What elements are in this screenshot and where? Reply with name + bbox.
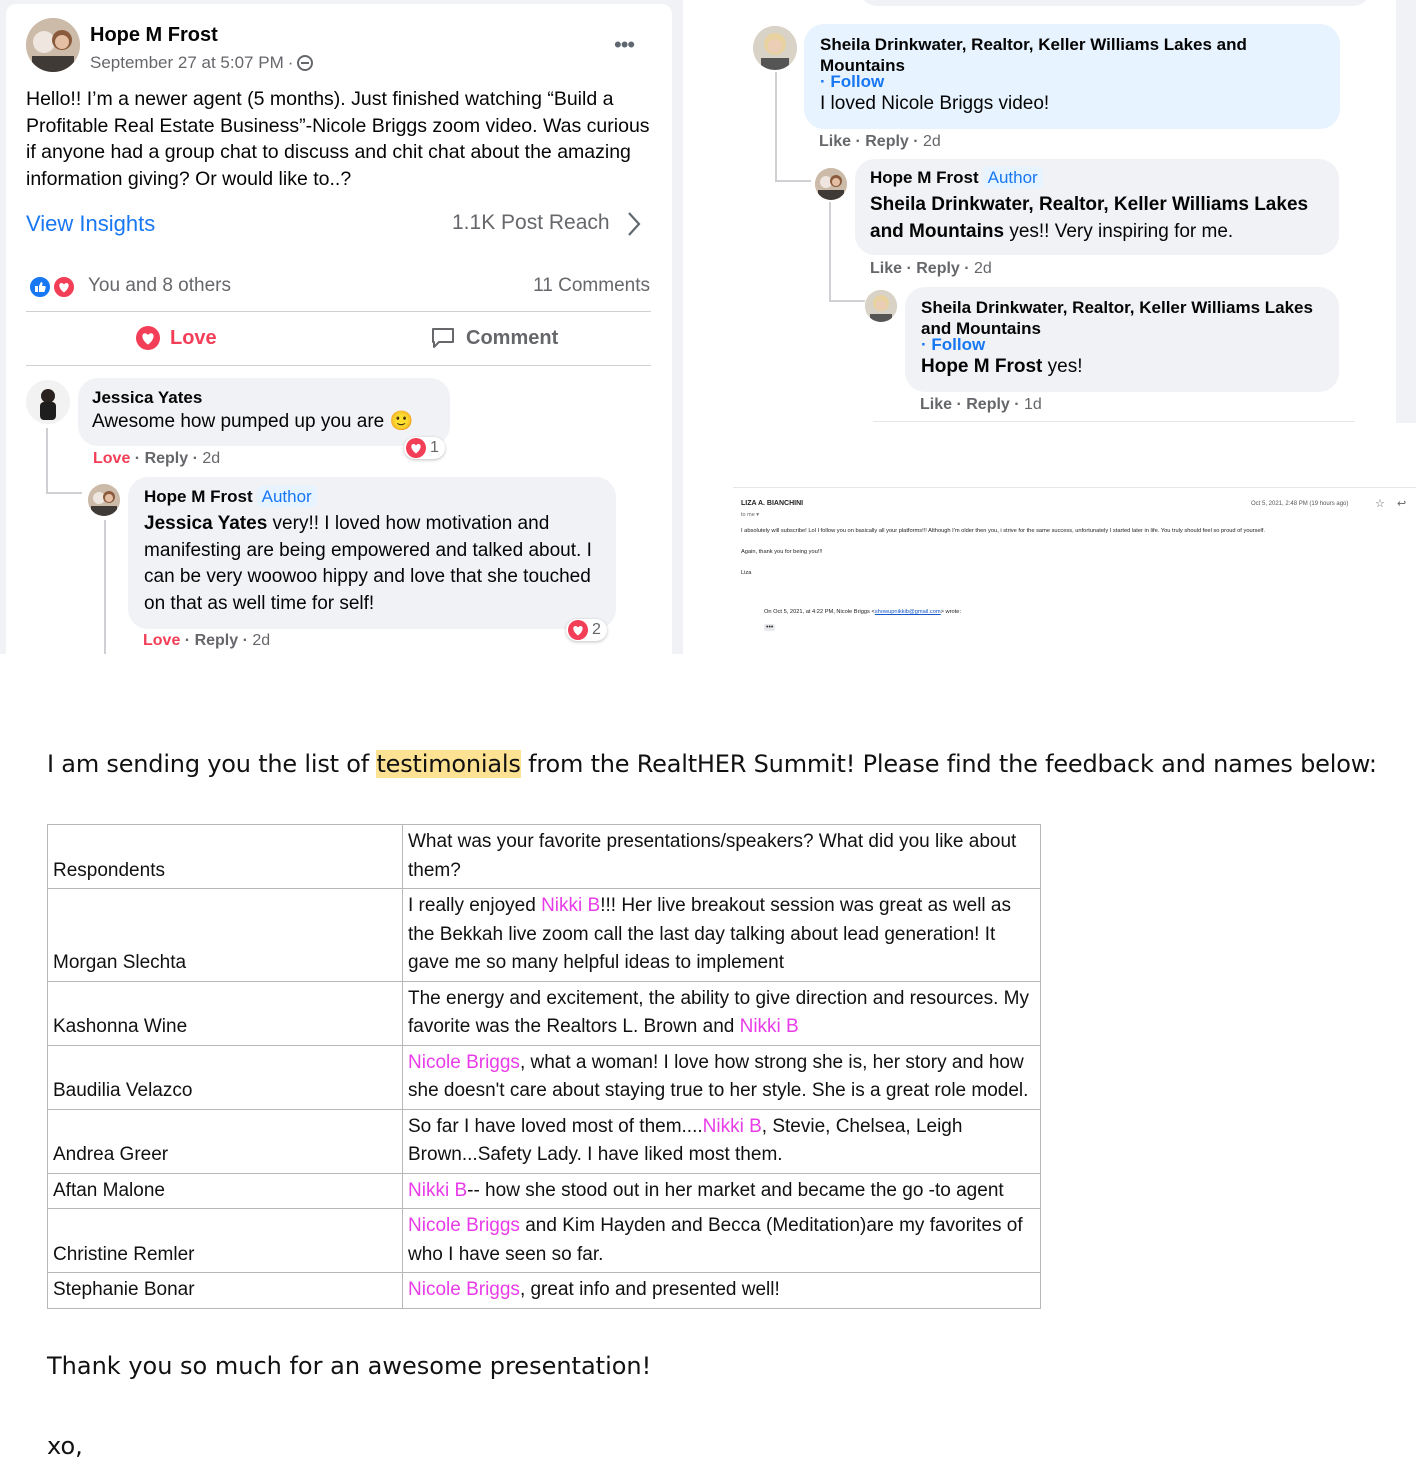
- show-trimmed-content-button[interactable]: •••: [766, 624, 774, 631]
- comment-actions: Like · Reply · 2d: [819, 133, 941, 150]
- email-body-line: Again, thank you for being you!!!: [741, 549, 823, 555]
- answer-text: , Stevie, Chelsea, Leigh Brown...Safety Lady. I have liked most them.: [408, 1115, 963, 1165]
- table-row: [48, 1273, 1041, 1309]
- table-row: [48, 1109, 1041, 1173]
- love-reaction-icon: [52, 275, 76, 299]
- email-date: Oct 5, 2021, 2:48 PM (19 hours ago): [1251, 501, 1349, 507]
- signoff: xo,: [47, 1432, 83, 1460]
- reply-action[interactable]: Reply: [144, 450, 189, 467]
- mention-link[interactable]: Sheila Drinkwater, Realtor, Keller Williams Lakes and Mountains: [870, 194, 1309, 242]
- bottom-divider: [873, 421, 1355, 422]
- comment-icon: [430, 326, 456, 350]
- reactions-summary[interactable]: You and 8 others: [88, 275, 231, 296]
- commenter-name-row: [870, 168, 1324, 188]
- thread-line: [46, 492, 82, 494]
- respondent-name: Stephanie Bonar: [48, 1273, 403, 1309]
- scrollbar-track[interactable]: [1396, 0, 1416, 423]
- like-action[interactable]: Like: [870, 260, 903, 277]
- speaker-mention: Nikki B: [739, 1016, 799, 1037]
- commenter-avatar[interactable]: [753, 26, 797, 70]
- love-button-label: Love: [170, 326, 217, 349]
- respondent-name: Morgan Slechta: [48, 889, 403, 982]
- more-dots-icon[interactable]: •••: [614, 32, 635, 57]
- answer-text: -- how she stood out in her market and became the go -to agent: [467, 1179, 1004, 1201]
- thread-line: [775, 180, 811, 182]
- mention-link[interactable]: Hope M Frost: [921, 356, 1043, 377]
- like-reaction-icon: [28, 275, 52, 299]
- table-row: [48, 1173, 1041, 1209]
- commenter-name[interactable]: Hope M Frost: [870, 168, 979, 187]
- table-row: [48, 981, 1041, 1045]
- heart-icon: [406, 438, 426, 458]
- reaction-icons[interactable]: [28, 275, 80, 299]
- thread-line: [829, 300, 865, 302]
- speaker-mention: Nicole Briggs: [408, 1051, 520, 1073]
- love-action[interactable]: Love: [143, 632, 181, 649]
- commenter-name-row: [144, 487, 600, 507]
- comment-body: very!! I loved how motivation and manifesting are being empowered and talked about. I can be very woowoo hippy and love that she touched on that as well time for self!: [144, 513, 592, 614]
- cut-off-bubble: [859, 0, 1371, 6]
- post-author-name[interactable]: Hope M Frost: [90, 24, 218, 46]
- comments-count[interactable]: 11 Comments: [533, 275, 650, 296]
- like-action[interactable]: Like: [920, 396, 953, 413]
- love-action[interactable]: Love: [93, 450, 131, 467]
- reply-action[interactable]: Reply: [916, 260, 960, 277]
- table-header-row: [48, 825, 1041, 889]
- globe-icon: [297, 55, 313, 71]
- answer-text: The energy and excitement, the ability to give direction and resources. My favorite was the Realtors L. Brown and: [408, 987, 1029, 1037]
- follow-link[interactable]: · Follow: [921, 335, 986, 354]
- author-badge: Author: [983, 167, 1043, 188]
- answer-text: and Kim Hayden and Becca (Meditation)are my favorites of who I have seen so far.: [408, 1215, 1023, 1265]
- speaker-mention: Nicole Briggs: [408, 1279, 520, 1300]
- chevron-right-icon[interactable]: [626, 210, 642, 238]
- header-question: What was your favorite presentations/speakers? What did you like about them?: [403, 825, 1041, 889]
- email-quote-header: [764, 609, 961, 615]
- reaction-count: 2: [592, 621, 601, 638]
- commenter-name[interactable]: Jessica Yates: [92, 388, 203, 407]
- commenter-name[interactable]: Sheila Drinkwater, Realtor, Keller Williams Lakes and Mountains: [921, 298, 1313, 338]
- follow-link[interactable]: · Follow: [820, 72, 885, 91]
- speaker-mention: Nikki B: [408, 1179, 468, 1201]
- quote-email-link[interactable]: showupnikkib@gmail.com: [874, 609, 941, 615]
- comments-card: [683, 0, 1397, 423]
- view-insights-link[interactable]: View Insights: [26, 211, 156, 236]
- commenter-avatar[interactable]: [865, 290, 897, 322]
- respondent-name: Christine Remler: [48, 1209, 403, 1273]
- respondent-name: Aftan Malone: [48, 1173, 403, 1209]
- reply-action[interactable]: Reply: [194, 632, 239, 649]
- comment-button[interactable]: [430, 326, 558, 350]
- respondent-name: Kashonna Wine: [48, 981, 403, 1045]
- separator-dot: ·: [287, 53, 294, 72]
- speaker-mention: Nikki B: [702, 1115, 762, 1137]
- table-row: [48, 889, 1041, 982]
- comment-reaction-badge[interactable]: [404, 437, 445, 459]
- post-card: [6, 4, 672, 654]
- respondent-name: Baudilia Velazco: [48, 1045, 403, 1109]
- email-signature: Liza: [741, 570, 752, 576]
- respondent-answer: [403, 1109, 1041, 1173]
- comment-reaction-badge[interactable]: [566, 619, 607, 641]
- intro-text-end: from the RealtHER Summit! Please find the feedback and names below:: [520, 750, 1377, 778]
- commenter-name[interactable]: Sheila Drinkwater, Realtor, Keller Williams Lakes and Mountains: [820, 35, 1247, 75]
- commenter-avatar[interactable]: [815, 168, 847, 200]
- comment-time[interactable]: 2d: [974, 260, 992, 277]
- post-author-avatar[interactable]: [26, 18, 80, 72]
- commenter-avatar[interactable]: [26, 380, 70, 424]
- thread-line: [104, 520, 106, 654]
- comment-time[interactable]: 2d: [252, 632, 271, 649]
- thread-line: [829, 202, 831, 302]
- comment-actions: Like · Reply · 2d: [870, 260, 992, 277]
- answer-text: , great info and presented well!: [519, 1279, 780, 1300]
- comment-text: I loved Nicole Briggs video!: [820, 93, 1050, 114]
- speaker-mention: Nikki B: [541, 895, 601, 916]
- email-recipient[interactable]: to me ▾: [741, 512, 760, 518]
- comment-actions: Love · Reply · 2d: [93, 450, 221, 467]
- comment-text: Awesome how pumped up you are 🙂: [92, 411, 414, 432]
- table-row: [48, 1209, 1041, 1273]
- respondent-answer: [403, 1173, 1041, 1209]
- post-meta: [90, 53, 313, 73]
- answer-text: So far I have loved most of them....: [408, 1115, 703, 1137]
- heart-icon: [136, 326, 160, 350]
- testimonials-intro: [47, 750, 1377, 778]
- quote-prefix: On Oct 5, 2021, at 4:22 PM, Nicole Briggs <: [764, 609, 875, 615]
- answer-text: I really enjoyed: [408, 895, 542, 916]
- reply-action[interactable]: Reply: [966, 396, 1010, 413]
- commenter-name[interactable]: Hope M Frost: [144, 487, 253, 506]
- comment-bubble: [804, 24, 1340, 129]
- respondent-answer: [403, 981, 1041, 1045]
- reply-action[interactable]: Reply: [865, 133, 909, 150]
- intro-text-start: I am sending you the list of: [47, 750, 377, 778]
- thread-line: [46, 428, 48, 494]
- respondent-answer: [403, 1045, 1041, 1109]
- post-timestamp[interactable]: September 27 at 5:07 PM: [90, 53, 284, 72]
- divider: [26, 365, 651, 366]
- comment-bubble: [128, 477, 616, 629]
- table-row: [48, 1045, 1041, 1109]
- thank-you-message: Thank you so much for an awesome presentation!: [47, 1352, 652, 1380]
- comment-body: yes!: [1042, 356, 1083, 377]
- reply-icon[interactable]: ↩: [1397, 498, 1407, 510]
- post-text: Hello!! I’m a newer agent (5 months). Just finished watching “Build a Profitable Real Estate Business”-Nicole Briggs zoom video. Was curious if anyone had a group chat to discuss and chit chat about the amazing information giving? Or would like to..?: [26, 88, 650, 190]
- thread-line: [775, 72, 777, 182]
- facebook-comments-panel: [683, 0, 1416, 423]
- comment-time[interactable]: 1d: [1024, 396, 1042, 413]
- email-body-line: I absolutely will subscribe! Lol I follow you on basically all your platforms!!! Although I'm older then you, i strive for the same success, unfortunately I started later in life. You truly should feel so proud of yourself.: [741, 528, 1265, 534]
- email-message: [733, 487, 1416, 647]
- comment-bubble: [78, 378, 450, 446]
- post-reach: 1.1K Post Reach: [452, 211, 610, 234]
- mention-link[interactable]: Jessica Yates: [144, 513, 268, 534]
- answer-text: , what a woman! I love how strong she is, her story and how she doesn't care about staying true to her style. She is a great role model.: [408, 1051, 1029, 1101]
- comment-actions: Love · Reply · 2d: [143, 632, 271, 649]
- like-action[interactable]: Like: [819, 133, 852, 150]
- testimonials-table: [47, 824, 1041, 1309]
- highlighted-word: testimonials: [376, 750, 521, 778]
- speaker-mention: Nicole Briggs: [408, 1215, 520, 1236]
- facebook-post-panel: [0, 0, 683, 654]
- comment-body: yes!! Very inspiring for me.: [1004, 220, 1234, 242]
- comment-button-label: Comment: [466, 326, 559, 349]
- comment-bubble: [905, 287, 1339, 392]
- header-respondents: Respondents: [48, 825, 403, 889]
- divider: [26, 311, 651, 312]
- comment-time[interactable]: 2d: [923, 133, 941, 150]
- email-sender[interactable]: LIZA A. BIANCHINI: [741, 500, 804, 507]
- heart-icon: [568, 620, 588, 640]
- comment-text: [870, 192, 1324, 245]
- respondent-name: Andrea Greer: [48, 1109, 403, 1173]
- commenter-avatar[interactable]: [88, 484, 120, 516]
- comment-text: [921, 354, 1323, 381]
- quote-suffix: > wrote:: [940, 609, 962, 615]
- love-button[interactable]: [136, 326, 217, 350]
- author-badge: Author: [257, 486, 317, 507]
- comment-text: [144, 511, 600, 617]
- star-icon[interactable]: ☆: [1375, 498, 1385, 510]
- respondent-answer: [403, 1209, 1041, 1273]
- comment-bubble: [855, 159, 1339, 255]
- answer-text: !!! Her live breakout session was great as well as the Bekkah live zoom call the last day talking about lead generation! It gave me so many helpful ideas to implement: [408, 895, 1011, 973]
- respondent-answer: [403, 1273, 1041, 1309]
- reaction-count: 1: [430, 439, 439, 456]
- comment-time[interactable]: 2d: [202, 450, 221, 467]
- respondent-answer: [403, 889, 1041, 982]
- comment-actions: Like · Reply · 1d: [920, 396, 1042, 413]
